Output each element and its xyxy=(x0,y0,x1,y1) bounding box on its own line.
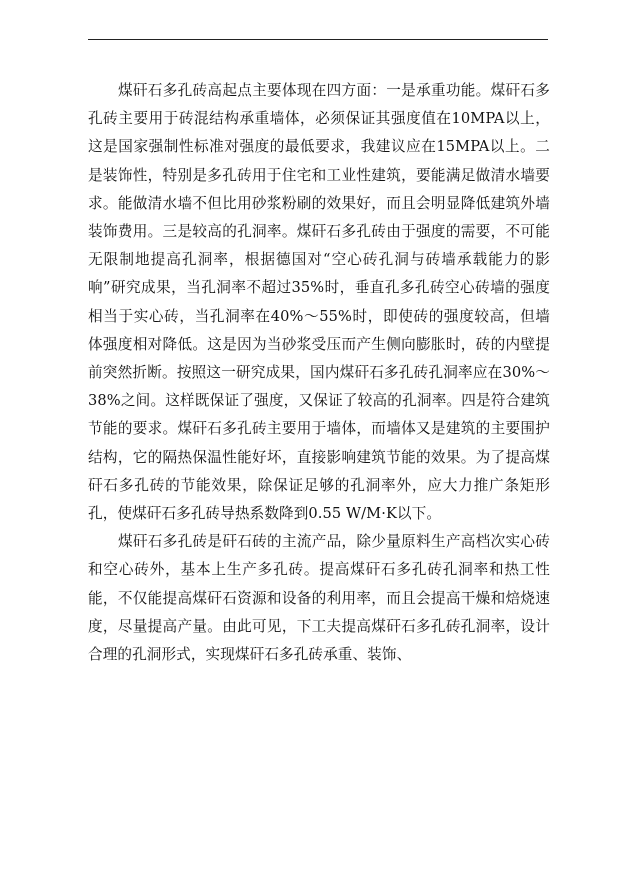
paragraph-high-standard: 煤矸石多孔砖高起点主要体现在四方面：一是承重功能。煤矸石多孔砖主要用于砖混结构承重墙体，必须保证其强度值在10MPA以上，这是国家强制性标准对强度的最低要求，我建议应在15MPA以上。二是装饰性，特别是多孔砖用于住宅和工业性建筑，要能满足做清水墙要求。能做清水墙不但比用砂浆粉刷的效果好，而且会明显降低建筑外墙装饰费用。三是较高的孔洞率。煤矸石多孔砖由于强度的需要，不可能无限制地提高孔洞率，根据德国对“空心砖孔洞与砖墙承载能力的影响”研究成果，当孔洞率不超过35%时，垂直孔多孔砖空心砖墙的强度相当于实心砖，当孔洞率在40%～55%时，即使砖的强度较高，但墙体强度相对降低。这是因为当砂浆受压而产生侧向膨胀时，砖的内壁提前突然折断。按照这一研究成果，国内煤矸石多孔砖孔洞率应在30%～38%之间。这样既保证了强度，又保证了较高的孔洞率。四是符合建筑节能的要求。煤矸石多孔砖主要用于墙体，而墙体又是建筑的主要围护结构，它的隔热保温性能好坏，直接影响建筑节能的效果。为了提高煤矸石多孔砖的节能效果，除保证足够的孔洞率外，应大力推广条矩形孔，使煤矸石多孔砖导热系数降到0.55 W/M·K以下。 xyxy=(88,82,550,523)
header-rule xyxy=(88,39,548,40)
document-body xyxy=(88,77,550,669)
paragraph-main-product: 煤矸石多孔砖是矸石砖的主流产品，除少量原料生产高档次实心砖和空心砖外，基本上生产多孔砖。提高煤矸石多孔砖孔洞率和热工性能，不仅能提高煤矸石资源和设备的利用率，而且会提高干燥和焙烧速度，尽量提高产量。由此可见，下工夫提高煤矸石多孔砖孔洞率，设计合理的孔洞形式，实现煤矸石多孔砖承重、装饰、 xyxy=(88,533,550,664)
